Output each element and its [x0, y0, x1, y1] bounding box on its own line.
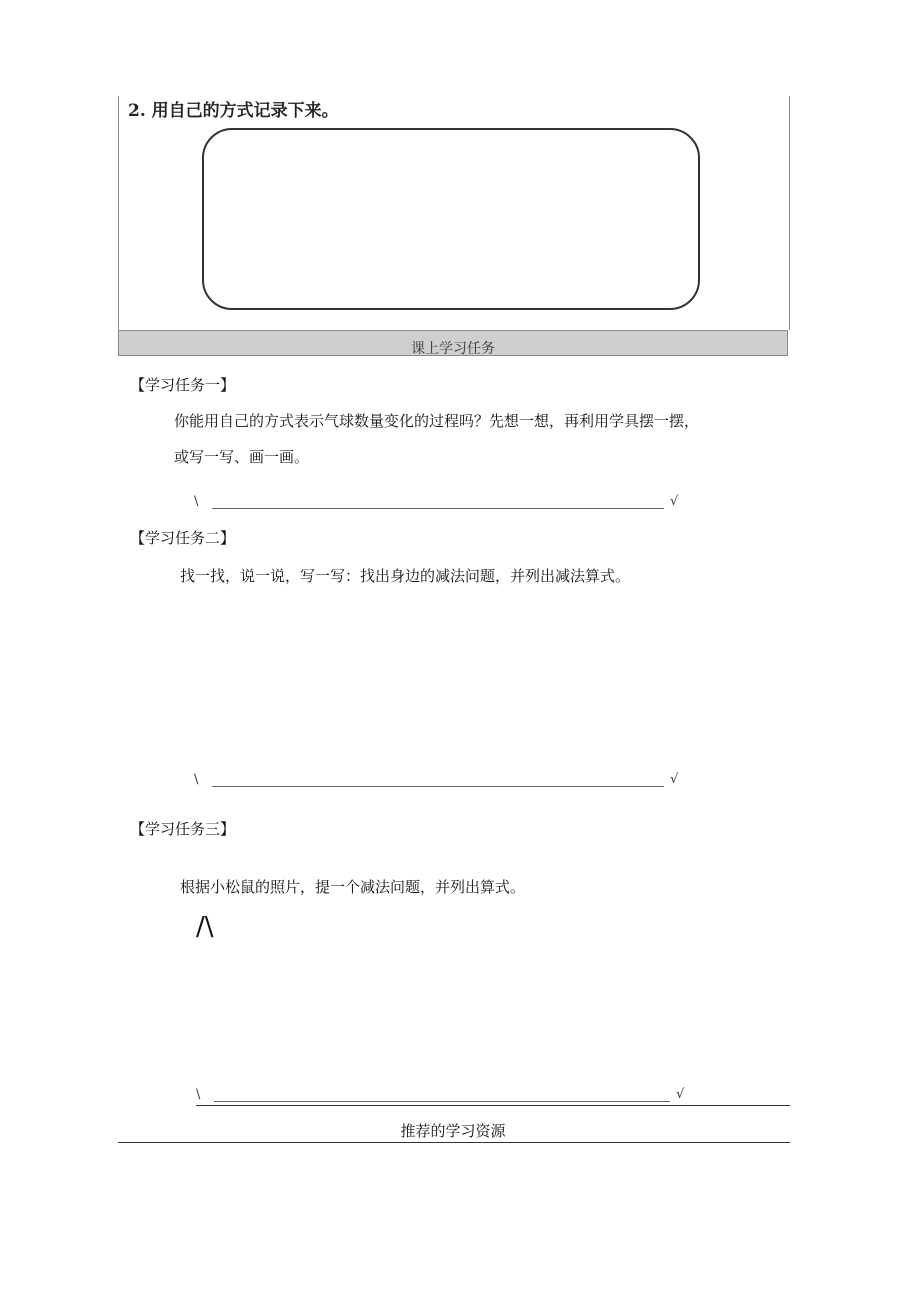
resources-top-rule: [196, 1105, 790, 1106]
task2-heading: 【学习任务二】: [130, 529, 236, 547]
task1-line-start: \: [194, 494, 199, 509]
task1-line-end: √: [670, 494, 679, 509]
resources-bottom-rule: [118, 1142, 790, 1143]
task1-heading: 【学习任务一】: [130, 376, 236, 394]
task3-mark: /\: [196, 912, 214, 942]
task3-line-end: √: [676, 1087, 685, 1102]
task1-text-line2: 或写一写、画一画。: [174, 448, 310, 466]
section-band-title: 课上学习任务: [411, 341, 495, 356]
task3-line-start: \: [196, 1087, 201, 1102]
task1-answer-line[interactable]: [194, 494, 684, 512]
resources-title: 推荐的学习资源: [400, 1122, 506, 1140]
task3-answer-line[interactable]: [196, 1087, 690, 1105]
task2-answer-line[interactable]: [194, 772, 684, 790]
task2-line-end: √: [670, 772, 679, 787]
task3-underline: [214, 1101, 670, 1102]
task1-text-line1: 你能用自己的方式表示气球数量变化的过程吗？先想一想，再利用学具摆一摆，: [174, 412, 700, 430]
question-2-text: 2. 用自己的方式记录下来。: [128, 101, 339, 121]
task1-underline: [212, 508, 664, 509]
task2-underline: [212, 786, 664, 787]
task2-text: 找一找，说一说，写一写：找出身边的减法问题，并列出减法算式。: [180, 567, 631, 585]
task2-line-start: \: [194, 772, 199, 787]
answer-drawing-box[interactable]: [202, 128, 700, 310]
task3-text: 根据小松鼠的照片，提一个减法问题，并列出算式。: [180, 878, 526, 896]
task3-heading: 【学习任务三】: [130, 820, 236, 838]
section-band: [118, 330, 788, 356]
